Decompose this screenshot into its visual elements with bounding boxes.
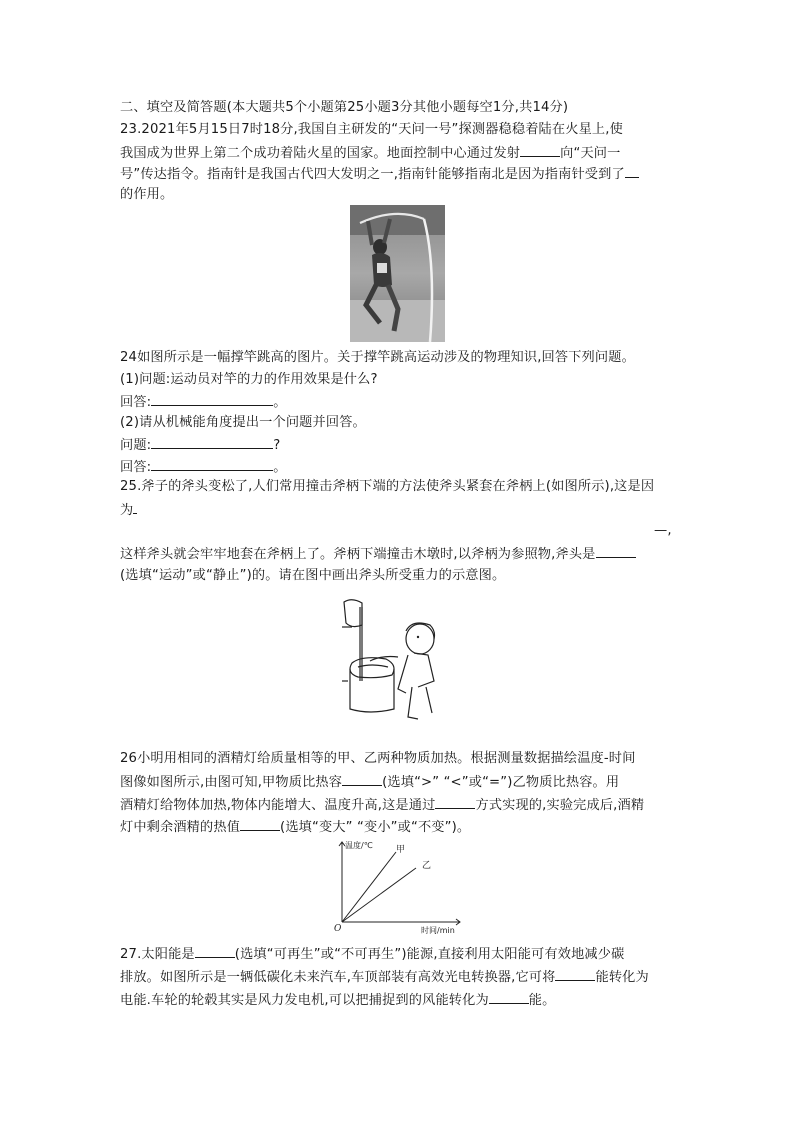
q26-line4-text-b: (选填“变大” “变小”或“不变”)。 bbox=[280, 820, 471, 835]
q27-line3 bbox=[120, 990, 555, 1010]
q25-line2-text: 为 bbox=[120, 503, 134, 518]
q25-line3-end: —, bbox=[654, 523, 672, 538]
q24-p2-question-blank[interactable] bbox=[151, 435, 273, 449]
q24-p1-answer-label: 回答: bbox=[120, 395, 152, 410]
q24-p2-answer-blank[interactable] bbox=[151, 457, 273, 471]
q25-blank-1[interactable] bbox=[133, 500, 137, 514]
q25-line5: (选填“运动”或“静止”)的。请在图中画出斧头所受重力的示意图。 bbox=[120, 568, 506, 583]
pole-vault-photo bbox=[350, 205, 445, 342]
q27-blank-2[interactable] bbox=[555, 967, 595, 981]
q23-line3 bbox=[120, 164, 639, 184]
q24-p2-answer bbox=[120, 457, 287, 477]
axe-stump-illustration bbox=[342, 597, 442, 725]
q25-line4 bbox=[120, 544, 636, 564]
series-yi-label: 乙 bbox=[422, 861, 432, 871]
q27-blank-1[interactable] bbox=[195, 944, 235, 958]
q27-line1 bbox=[120, 944, 624, 964]
section-header: 二、填空及简答题(本大题共5个小题第25小题3分其他小题每空1分,共14分) bbox=[120, 100, 569, 115]
q24-p1-question: (1)问题:运动员对竿的力的作用效果是什么? bbox=[120, 372, 378, 387]
q26-line2 bbox=[120, 772, 619, 792]
q26-blank-3[interactable] bbox=[240, 817, 280, 831]
q24-p1-answer-blank[interactable] bbox=[151, 392, 273, 406]
temperature-time-graph bbox=[326, 836, 466, 936]
q26-blank-2[interactable] bbox=[435, 795, 475, 809]
q25-line2 bbox=[120, 500, 137, 520]
q27-line2-text-a: 排放。如图所示是一辆低碳化未来汽车,车顶部装有高效光电转换器,它可将 bbox=[120, 970, 556, 985]
q25-line4-text: 这样斧头就会牢牢地套在斧柄上了。斧柄下端撞击木墩时,以斧柄为参照物,斧头是 bbox=[120, 547, 596, 562]
q24-p1-answer bbox=[120, 392, 287, 412]
line-yi bbox=[342, 868, 416, 922]
q26-blank-1[interactable] bbox=[342, 772, 382, 786]
q26-line1: 26小明用相同的酒精灯给质量相等的甲、乙两种物质加热。根据测量数据描绘温度-时间 bbox=[120, 751, 636, 766]
q24-p2-question bbox=[120, 435, 280, 455]
q24-p2-answer-end: 。 bbox=[273, 460, 287, 475]
q23-line3-text: 号”传达指令。指南针是我国古代四大发明之一,指南针能够指南北是因为指南针受到了 bbox=[120, 167, 625, 182]
q23-line1: 23.2021年5月15日7时18分,我国自主研发的“天问一号”探测器稳稳着陆在火星上,使 bbox=[120, 122, 623, 137]
series-jia-label: 甲 bbox=[396, 845, 406, 855]
q27-line3-text-a: 电能.车轮的轮毂其实是风力发电机,可以把捕捉到的风能转化为 bbox=[120, 993, 489, 1008]
q27-line2-text-b: 能转化为 bbox=[595, 970, 649, 985]
q26-line2-text-a: 图像如图所示,由图可知,甲物质比热容 bbox=[120, 775, 343, 790]
q26-line2-text-b: (选填“>” “<”或“=”)乙物质比热容。用 bbox=[382, 775, 620, 790]
q24-intro: 24如图所示是一幅撑竿跳高的图片。关于撑竿跳高运动涉及的物理知识,回答下列问题。 bbox=[120, 350, 635, 365]
q27-line3-text-b: 能。 bbox=[528, 993, 556, 1008]
q24-p2-prompt: (2)请从机械能角度提出一个问题并回答。 bbox=[120, 415, 366, 430]
q24-p2-question-label: 问题: bbox=[120, 438, 152, 453]
q24-p2-question-end: ? bbox=[273, 438, 281, 453]
q23-blank-1[interactable] bbox=[520, 143, 560, 157]
line-jia bbox=[342, 852, 396, 922]
q23-line2 bbox=[120, 143, 620, 163]
q26-line3 bbox=[120, 795, 644, 815]
q23-line2-text-b: 向“天问一 bbox=[560, 146, 621, 161]
q23-blank-2[interactable] bbox=[625, 164, 639, 178]
q27-blank-3[interactable] bbox=[489, 990, 529, 1004]
q26-line4 bbox=[120, 817, 470, 837]
graph-origin: O bbox=[334, 924, 342, 934]
q25-line1: 25.斧子的斧头变松了,人们常用撞击斧柄下端的方法使斧头紧套在斧柄上(如图所示),这是因 bbox=[120, 479, 655, 494]
q27-line1-text-b: (选填“可再生”或“不可再生”)能源,直接利用太阳能可有效地减少碳 bbox=[234, 947, 625, 962]
q27-line2 bbox=[120, 967, 649, 987]
q26-line3-text-b: 方式实现的,实验完成后,酒精 bbox=[475, 798, 645, 813]
q23-line2-text-a: 我国成为世界上第二个成功着陆火星的国家。地面控制中心通过发射 bbox=[120, 146, 521, 161]
q26-line3-text-a: 酒精灯给物体加热,物体内能增大、温度升高,这是通过 bbox=[120, 798, 436, 813]
q24-p1-answer-end: 。 bbox=[273, 395, 287, 410]
q24-p2-answer-label: 回答: bbox=[120, 460, 152, 475]
graph-ylabel: 温度/℃ bbox=[345, 841, 373, 850]
q25-blank-2[interactable] bbox=[596, 544, 636, 558]
q27-line1-text-a: 27.太阳能是 bbox=[120, 947, 195, 962]
q26-line4-text-a: 灯中剩余酒精的热值 bbox=[120, 820, 241, 835]
q23-line4: 的作用。 bbox=[120, 187, 174, 202]
graph-xlabel: 时间/min bbox=[421, 926, 455, 935]
